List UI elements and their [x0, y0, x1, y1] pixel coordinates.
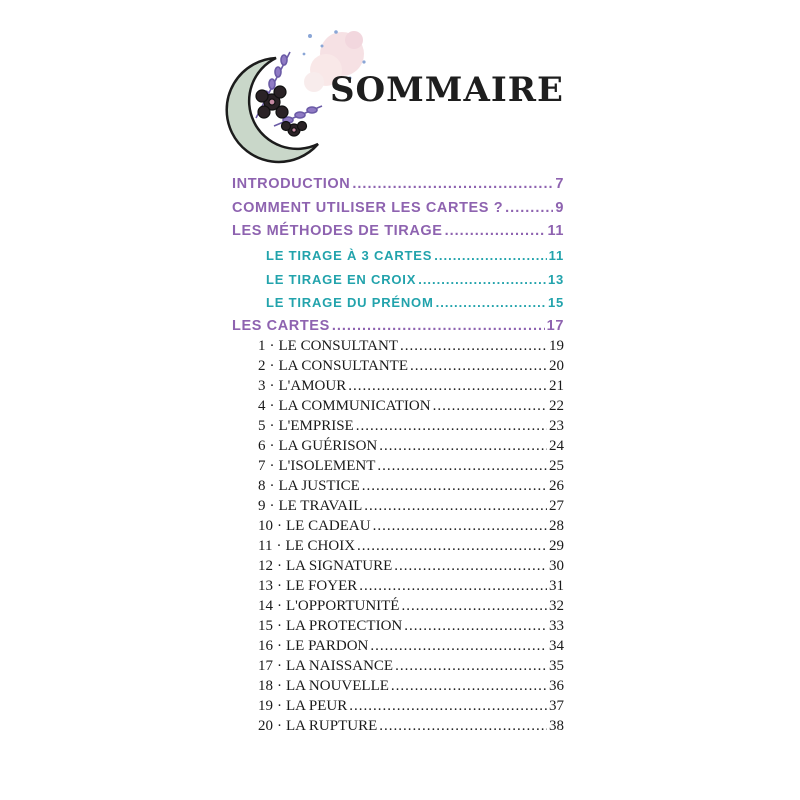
toc-page-number: 17 [546, 318, 564, 334]
toc-page-number: 34 [549, 638, 564, 654]
separator-dot: · [276, 538, 282, 554]
toc-page-number: 23 [549, 418, 564, 434]
separator-dot: · [269, 438, 275, 454]
leader-dots [394, 558, 547, 575]
card-number: 12 [258, 558, 273, 574]
leader-dots [364, 498, 547, 515]
card-name: LE PARDON [286, 638, 369, 654]
card-number: 5 [258, 418, 266, 434]
toc-card-entry[interactable] [258, 378, 564, 395]
toc-card-entry[interactable] [258, 478, 564, 495]
card-name: LE TRAVAIL [278, 498, 363, 514]
card-number: 13 [258, 578, 273, 594]
toc-card-label [258, 418, 354, 435]
separator-dot: · [277, 638, 282, 654]
leader-dots [362, 478, 547, 495]
leader-dots [436, 295, 546, 310]
toc-subsection-tirage-en-croix[interactable] [266, 272, 564, 287]
leader-dots [373, 518, 547, 535]
leader-dots [356, 418, 547, 435]
card-name: LE CHOIX [285, 538, 356, 554]
card-number: 11 [258, 538, 273, 554]
toc-card-label [258, 718, 377, 735]
card-number: 19 [258, 698, 273, 714]
toc-page-number: 28 [549, 518, 564, 534]
toc-section-label: LES MÉTHODES DE TIRAGE [232, 223, 443, 239]
toc-page-number: 29 [549, 538, 564, 554]
toc-card-label [258, 398, 431, 415]
card-number: 16 [258, 638, 273, 654]
toc-card-label [258, 558, 392, 575]
separator-dot: · [269, 458, 275, 474]
card-number: 18 [258, 678, 273, 694]
toc-page-number: 15 [547, 295, 564, 310]
card-number: 2 [258, 358, 266, 374]
toc-page-number: 22 [549, 398, 564, 414]
toc-card-entry[interactable] [258, 538, 564, 555]
toc-card-entry[interactable] [258, 438, 564, 455]
toc-card-label [258, 658, 393, 675]
toc-card-label [258, 478, 360, 495]
card-name: LE CADEAU [286, 518, 371, 534]
leader-dots [391, 678, 547, 695]
leader-dots [348, 378, 547, 395]
card-number: 17 [258, 658, 273, 674]
toc-card-label [258, 578, 357, 595]
card-number: 8 [258, 478, 266, 494]
toc-page-number: 26 [549, 478, 564, 494]
toc-card-label [258, 618, 402, 635]
leader-dots [349, 698, 547, 715]
card-name: LA PROTECTION [286, 618, 403, 634]
toc-section-comment-utiliser[interactable] [232, 200, 564, 216]
leader-dots [357, 538, 547, 555]
toc-section-label: COMMENT UTILISER LES CARTES ? [232, 200, 504, 216]
toc-card-label [258, 338, 398, 355]
toc-page-number: 13 [547, 272, 564, 287]
toc-subsection-label: LE TIRAGE DU PRÉNOM [266, 295, 434, 310]
toc-subsection-tirage-du-prenom[interactable] [266, 295, 564, 310]
card-name: LA NAISSANCE [286, 658, 394, 674]
toc-page-number: 7 [555, 176, 564, 192]
separator-dot: · [269, 418, 275, 434]
toc-card-label [258, 638, 368, 655]
card-name: LA GUÉRISON [278, 438, 378, 454]
toc-card-label [258, 698, 347, 715]
toc-page-number: 35 [549, 658, 564, 674]
toc-card-label [258, 458, 375, 475]
card-number: 20 [258, 718, 273, 734]
toc-page-number: 19 [549, 338, 564, 354]
toc-card-entry[interactable] [258, 458, 564, 475]
toc-card-label [258, 358, 408, 375]
toc-section-introduction[interactable] [232, 176, 564, 192]
toc-page-number: 9 [555, 200, 564, 216]
separator-dot: · [277, 618, 282, 634]
toc-page-number: 25 [549, 458, 564, 474]
toc-card-label [258, 518, 371, 535]
toc-card-entry[interactable] [258, 698, 564, 715]
leader-dots [410, 358, 547, 375]
leader-dots [379, 438, 547, 455]
leader-dots [377, 458, 547, 475]
card-name: LE CONSULTANT [278, 338, 398, 354]
toc-card-entry[interactable] [258, 618, 564, 635]
leader-dots [395, 658, 547, 675]
separator-dot: · [277, 518, 282, 534]
card-name: LA NOUVELLE [286, 678, 389, 694]
card-name: LA CONSULTANTE [278, 358, 408, 374]
leader-dots [379, 718, 547, 735]
toc-page-number: 27 [549, 498, 564, 514]
card-number: 10 [258, 518, 273, 534]
toc-page-number: 31 [549, 578, 564, 594]
toc-card-entry[interactable] [258, 718, 564, 735]
toc-page-number: 37 [549, 698, 564, 714]
card-name: LA COMMUNICATION [278, 398, 431, 414]
card-name: L'ISOLEMENT [278, 458, 376, 474]
toc-card-label [258, 378, 346, 395]
toc-section-label: INTRODUCTION [232, 176, 351, 192]
toc-card-entry[interactable] [258, 498, 564, 515]
toc-card-entry[interactable] [258, 418, 564, 435]
card-name: L'AMOUR [278, 378, 347, 394]
toc-section-les-cartes[interactable] [232, 318, 564, 334]
separator-dot: · [269, 338, 275, 354]
card-name: LA RUPTURE [286, 718, 378, 734]
toc-section-methodes-de-tirage[interactable] [232, 223, 564, 239]
toc-subsection-label: LE TIRAGE EN CROIX [266, 272, 417, 287]
separator-dot: · [277, 558, 282, 574]
toc-card-label [258, 678, 389, 695]
toc-card-label [258, 438, 377, 455]
toc-card-entry[interactable] [258, 338, 564, 355]
toc-card-entry[interactable] [258, 358, 564, 375]
card-number: 14 [258, 598, 273, 614]
leader-dots [433, 398, 547, 415]
toc-card-entry[interactable] [258, 678, 564, 695]
separator-dot: · [277, 598, 282, 614]
leader-dots [505, 200, 553, 216]
leader-dots [359, 578, 547, 595]
toc-card-label [258, 498, 362, 515]
separator-dot: · [277, 678, 282, 694]
toc-card-entry[interactable] [258, 638, 564, 655]
toc-card-label [258, 598, 399, 615]
toc-subsection-label: LE TIRAGE À 3 CARTES [266, 248, 433, 263]
card-name: LA PEUR [286, 698, 348, 714]
leader-dots [400, 338, 547, 355]
page-title: SOMMAIRE [330, 70, 564, 110]
toc-page-number: 30 [549, 558, 564, 574]
separator-dot: · [277, 658, 282, 674]
toc-card-entry[interactable] [258, 518, 564, 535]
separator-dot: · [269, 358, 275, 374]
toc-page-number: 11 [547, 223, 564, 239]
toc-card-entry[interactable] [258, 578, 564, 595]
separator-dot: · [269, 498, 275, 514]
toc-card-entry[interactable] [258, 558, 564, 575]
card-number: 9 [258, 498, 266, 514]
toc-page-number: 36 [549, 678, 564, 694]
separator-dot: · [277, 578, 282, 594]
card-number: 1 [258, 338, 266, 354]
card-name: L'OPPORTUNITÉ [286, 598, 400, 614]
toc-page-number: 33 [549, 618, 564, 634]
leader-dots [404, 618, 547, 635]
toc-card-label [258, 538, 355, 555]
card-name: LA SIGNATURE [286, 558, 393, 574]
toc-page-number: 21 [549, 378, 564, 394]
toc-page-number: 11 [548, 248, 564, 263]
leader-dots [332, 318, 545, 334]
separator-dot: · [269, 478, 275, 494]
card-number: 4 [258, 398, 266, 414]
card-name: L'EMPRISE [278, 418, 354, 434]
toc-page-number: 38 [549, 718, 564, 734]
toc-card-entry[interactable] [258, 398, 564, 415]
separator-dot: · [269, 378, 275, 394]
card-number: 6 [258, 438, 266, 454]
toc-card-entry[interactable] [258, 658, 564, 675]
toc-page-number: 24 [549, 438, 564, 454]
leader-dots [434, 248, 546, 263]
card-number: 7 [258, 458, 266, 474]
card-number: 15 [258, 618, 273, 634]
toc-page-number: 32 [549, 598, 564, 614]
leader-dots [445, 223, 546, 239]
leader-dots [370, 638, 547, 655]
leader-dots [401, 598, 547, 615]
toc-page-number: 20 [549, 358, 564, 374]
toc-card-entry[interactable] [258, 598, 564, 615]
toc-section-label: LES CARTES [232, 318, 330, 334]
separator-dot: · [269, 398, 275, 414]
separator-dot: · [277, 718, 282, 734]
card-number: 3 [258, 378, 266, 394]
leader-dots [418, 272, 546, 287]
toc-subsection-tirage-3-cartes[interactable] [266, 248, 564, 263]
card-name: LE FOYER [286, 578, 358, 594]
separator-dot: · [277, 698, 282, 714]
leader-dots [352, 176, 553, 192]
card-name: LA JUSTICE [278, 478, 360, 494]
